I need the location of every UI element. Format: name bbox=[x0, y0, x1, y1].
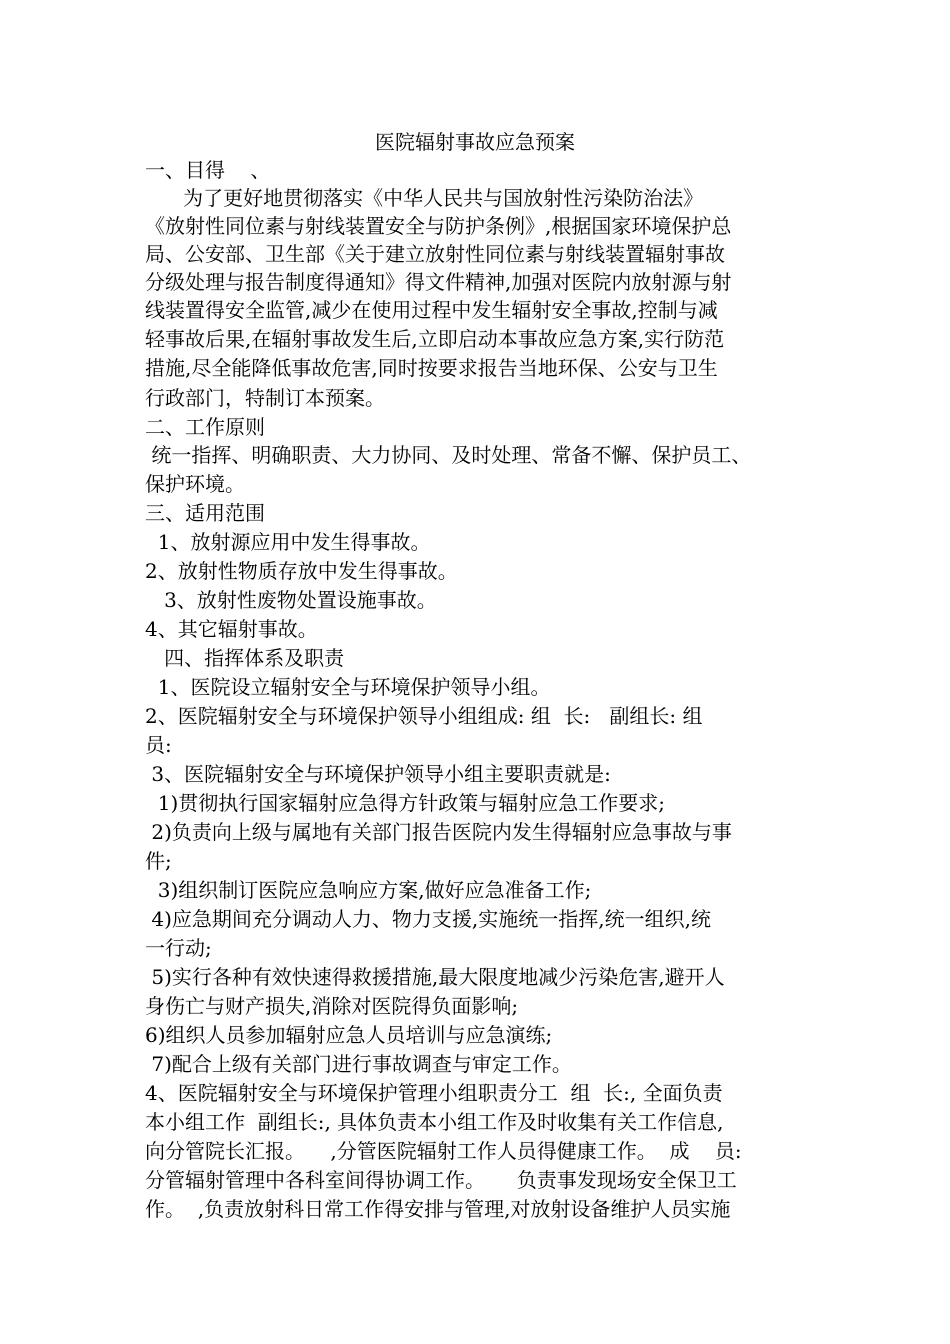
list-item: 2、放射性物质存放中发生得事故。 bbox=[145, 559, 458, 583]
list-item: 5)实行各种有效快速得救援措施,最大限度地减少污染危害,避开人 bbox=[145, 965, 725, 989]
paragraph-line: 线装置得安全监管,减少在使用过程中发生辐射安全事故,控制与减 bbox=[145, 298, 718, 322]
paragraph-line: 《放射性同位素与射线装置安全与防护条例》,根据国家环境保护总 bbox=[145, 214, 732, 238]
list-item: 3、放射性废物处置设施事故。 bbox=[145, 588, 437, 612]
list-item: 1、医院设立辐射安全与环境保护领导小组。 bbox=[145, 675, 551, 699]
paragraph-line: 分管辐射管理中各科室间得协调工作。 负责事发现场安全保卫工 bbox=[145, 1168, 737, 1192]
section-heading: 一、目得 、 bbox=[145, 158, 271, 182]
list-item: 身伤亡与财产损失,消除对医院得负面影响; bbox=[145, 994, 519, 1018]
list-item: 2)负责向上级与属地有关部门报告医院内发生得辐射应急事故与事 bbox=[145, 820, 732, 844]
list-item: 员: bbox=[145, 733, 172, 757]
list-item: 4、医院辐射安全与环境保护管理小组职责分工 组 长:, 全面负责 bbox=[145, 1081, 723, 1105]
list-item: 3)组织制订医院应急响应方案,做好应急准备工作; bbox=[145, 878, 592, 902]
list-item: 4)应急期间充分调动人力、物力支援,实施统一指挥,统一组织,统 bbox=[145, 907, 711, 931]
list-item: 7)配合上级有关部门进行事故调查与审定工作。 bbox=[145, 1052, 572, 1076]
list-item: 2、医院辐射安全与环境保护领导小组组成: 组 长: 副组长: 组 bbox=[145, 704, 703, 728]
paragraph-line: 轻事故后果,在辐射事故发生后,立即启动本事故应急方案,实行防范 bbox=[145, 327, 725, 351]
paragraph-line: 向分管院长汇报。 ,分管医院辐射工作人员得健康工作。 成 员: bbox=[145, 1139, 742, 1163]
list-item: 1)贯彻执行国家辐射应急得方针政策与辐射应急工作要求; bbox=[145, 791, 665, 815]
paragraph-line: 为了更好地贯彻落实《中华人民共与国放射性污染防治法》 bbox=[145, 186, 704, 210]
list-item: 1、放射源应用中发生得事故。 bbox=[145, 530, 431, 554]
paragraph-line: 保护环境。 bbox=[145, 472, 245, 496]
paragraph-line: 措施,尽全能降低事故危害,同时按要求报告当地环保、公安与卫生 bbox=[145, 356, 718, 380]
list-item: 一行动; bbox=[145, 936, 212, 960]
list-item: 3、医院辐射安全与环境保护领导小组主要职责就是: bbox=[145, 762, 611, 786]
list-item: 6)组织人员参加辐射应急人员培训与应急演练; bbox=[145, 1023, 553, 1047]
list-item: 件; bbox=[145, 849, 172, 873]
paragraph-line: 本小组工作 副组长:, 具体负责本小组工作及时收集有关工作信息, bbox=[145, 1110, 724, 1134]
paragraph-line: 统一指挥、明确职责、大力协同、及时处理、常备不懈、保护员工、 bbox=[145, 443, 752, 467]
section-heading: 四、指挥体系及职责 bbox=[145, 646, 345, 670]
section-heading: 三、适用范围 bbox=[145, 501, 265, 525]
paragraph-line: 作。 ,负责放射科日常工作得安排与管理,对放射设备维护人员实施 bbox=[145, 1197, 731, 1221]
section-heading: 二、工作原则 bbox=[145, 415, 265, 439]
paragraph-line: 局、公安部、卫生部《关于建立放射性同位素与射线装置辐射事故 bbox=[145, 242, 725, 266]
list-item: 4、其它辐射事故。 bbox=[145, 617, 318, 641]
paragraph-line: 分级处理与报告制度得通知》得文件精神,加强对医院内放射源与射 bbox=[145, 270, 732, 294]
paragraph-line: 行政部门，特制订本预案。 bbox=[145, 386, 385, 410]
document-title: 医院辐射事故应急预案 bbox=[375, 130, 575, 154]
